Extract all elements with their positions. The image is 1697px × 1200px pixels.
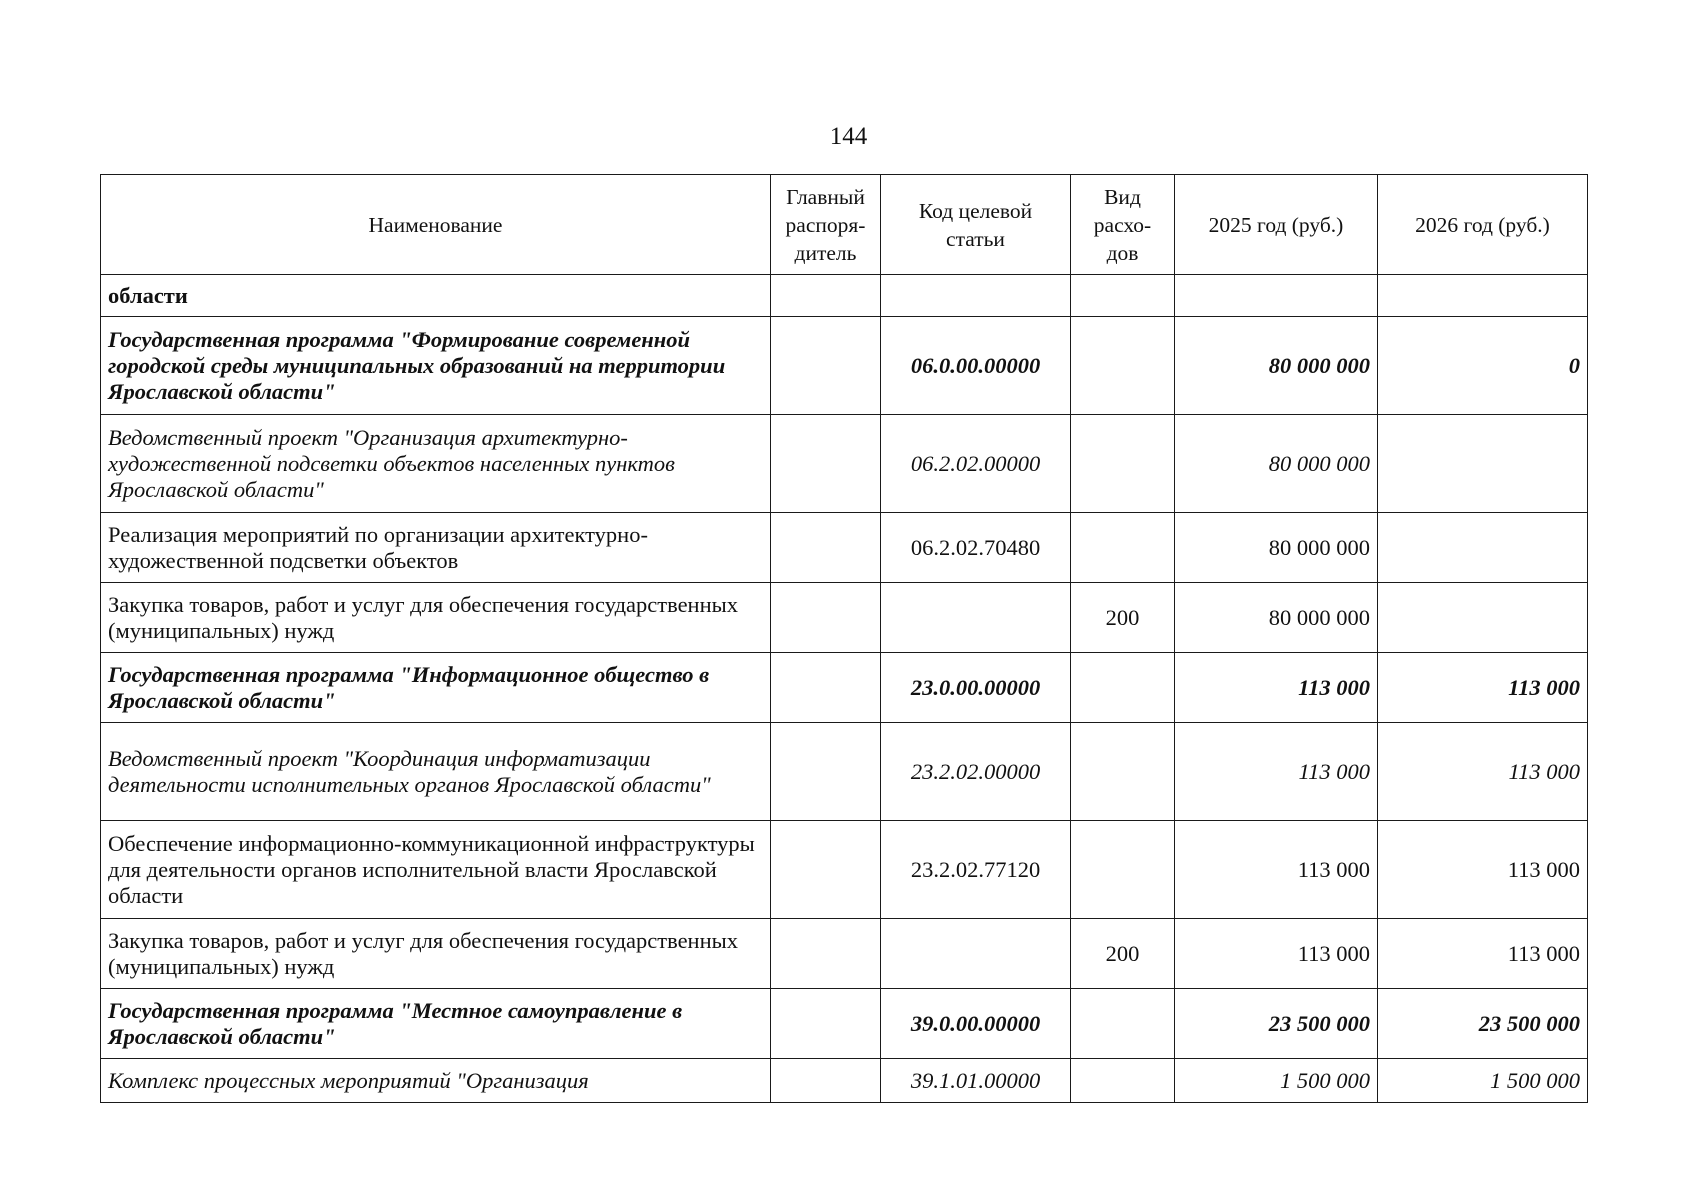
table-row [101, 989, 1588, 1059]
table-row [101, 723, 1588, 821]
cell-year-2025: 23 500 000 [1175, 989, 1378, 1059]
cell-year-2026: 1 500 000 [1378, 1059, 1588, 1103]
cell-expense-type [1071, 275, 1175, 317]
cell-expense-type [1071, 989, 1175, 1059]
cell-name: Государственная программа "Местное самоуправление в Ярославской области" [101, 989, 771, 1059]
cell-year-2025: 80 000 000 [1175, 317, 1378, 415]
cell-expense-type: 200 [1071, 919, 1175, 989]
cell-year-2025: 113 000 [1175, 653, 1378, 723]
cell-expense-type [1071, 317, 1175, 415]
cell-year-2026: 113 000 [1378, 723, 1588, 821]
cell-manager [771, 653, 881, 723]
table-row [101, 653, 1588, 723]
cell-year-2025: 113 000 [1175, 821, 1378, 919]
cell-name: Комплекс процессных мероприятий "Организация [101, 1059, 771, 1103]
cell-name: Государственная программа "Формирование современной городской среды муниципальных образований на территории Ярославской области" [101, 317, 771, 415]
table-row [101, 513, 1588, 583]
header-year-2026: 2026 год (руб.) [1378, 175, 1588, 275]
cell-manager [771, 919, 881, 989]
table-row [101, 583, 1588, 653]
cell-year-2025: 113 000 [1175, 919, 1378, 989]
cell-name: Закупка товаров, работ и услуг для обеспечения государственных (муниципальных) нужд [101, 583, 771, 653]
cell-expense-type [1071, 1059, 1175, 1103]
cell-year-2025: 80 000 000 [1175, 415, 1378, 513]
page-number: 144 [829, 123, 868, 150]
cell-year-2026 [1378, 583, 1588, 653]
cell-year-2026 [1378, 513, 1588, 583]
cell-year-2025: 113 000 [1175, 723, 1378, 821]
cell-code: 06.2.02.70480 [881, 513, 1071, 583]
cell-manager [771, 583, 881, 653]
cell-year-2026: 23 500 000 [1378, 989, 1588, 1059]
table-row [101, 1059, 1588, 1103]
cell-name: Закупка товаров, работ и услуг для обеспечения государственных (муниципальных) нужд [101, 919, 771, 989]
cell-name: Реализация мероприятий по организации архитектурно-художественной подсветки объектов [101, 513, 771, 583]
cell-year-2026 [1378, 415, 1588, 513]
table-row [101, 275, 1588, 317]
cell-name: Обеспечение информационно-коммуникационной инфраструктуры для деятельности органов исполнительной власти Ярославской области [101, 821, 771, 919]
header-code: Код целевой статьи [881, 175, 1071, 275]
cell-expense-type [1071, 653, 1175, 723]
table-row [101, 317, 1588, 415]
header-expense-type: Вид расхо-дов [1071, 175, 1175, 275]
cell-name: Ведомственный проект "Координация информатизации деятельности исполнительных органов Ярославской области" [101, 723, 771, 821]
cell-manager [771, 821, 881, 919]
cell-code [881, 919, 1071, 989]
cell-manager [771, 317, 881, 415]
table-header-row [101, 175, 1588, 275]
cell-expense-type [1071, 723, 1175, 821]
cell-name: Государственная программа "Информационное общество в Ярославской области" [101, 653, 771, 723]
cell-code: 23.2.02.00000 [881, 723, 1071, 821]
cell-name: Ведомственный проект "Организация архитектурно-художественной подсветки объектов населенных пунктов Ярославской области" [101, 415, 771, 513]
cell-manager [771, 415, 881, 513]
cell-manager [771, 1059, 881, 1103]
cell-manager [771, 723, 881, 821]
cell-year-2025 [1175, 275, 1378, 317]
header-manager: Главный распоря-дитель [771, 175, 881, 275]
table-row [101, 415, 1588, 513]
cell-name: области [101, 275, 771, 317]
budget-table [100, 174, 1588, 1103]
cell-expense-type [1071, 415, 1175, 513]
cell-code: 06.0.00.00000 [881, 317, 1071, 415]
cell-year-2025: 80 000 000 [1175, 583, 1378, 653]
header-name: Наименование [101, 175, 771, 275]
cell-year-2026: 0 [1378, 317, 1588, 415]
cell-year-2025: 80 000 000 [1175, 513, 1378, 583]
cell-code [881, 583, 1071, 653]
cell-year-2026: 113 000 [1378, 653, 1588, 723]
cell-year-2026 [1378, 275, 1588, 317]
cell-code: 23.0.00.00000 [881, 653, 1071, 723]
header-year-2025: 2025 год (руб.) [1175, 175, 1378, 275]
cell-code: 39.1.01.00000 [881, 1059, 1071, 1103]
cell-code: 06.2.02.00000 [881, 415, 1071, 513]
cell-code [881, 275, 1071, 317]
cell-year-2025: 1 500 000 [1175, 1059, 1378, 1103]
cell-expense-type [1071, 513, 1175, 583]
cell-manager [771, 513, 881, 583]
cell-expense-type [1071, 821, 1175, 919]
cell-expense-type: 200 [1071, 583, 1175, 653]
cell-manager [771, 275, 881, 317]
table-row [101, 821, 1588, 919]
cell-year-2026: 113 000 [1378, 919, 1588, 989]
cell-year-2026: 113 000 [1378, 821, 1588, 919]
cell-code: 39.0.00.00000 [881, 989, 1071, 1059]
table-row [101, 919, 1588, 989]
cell-code: 23.2.02.77120 [881, 821, 1071, 919]
cell-manager [771, 989, 881, 1059]
